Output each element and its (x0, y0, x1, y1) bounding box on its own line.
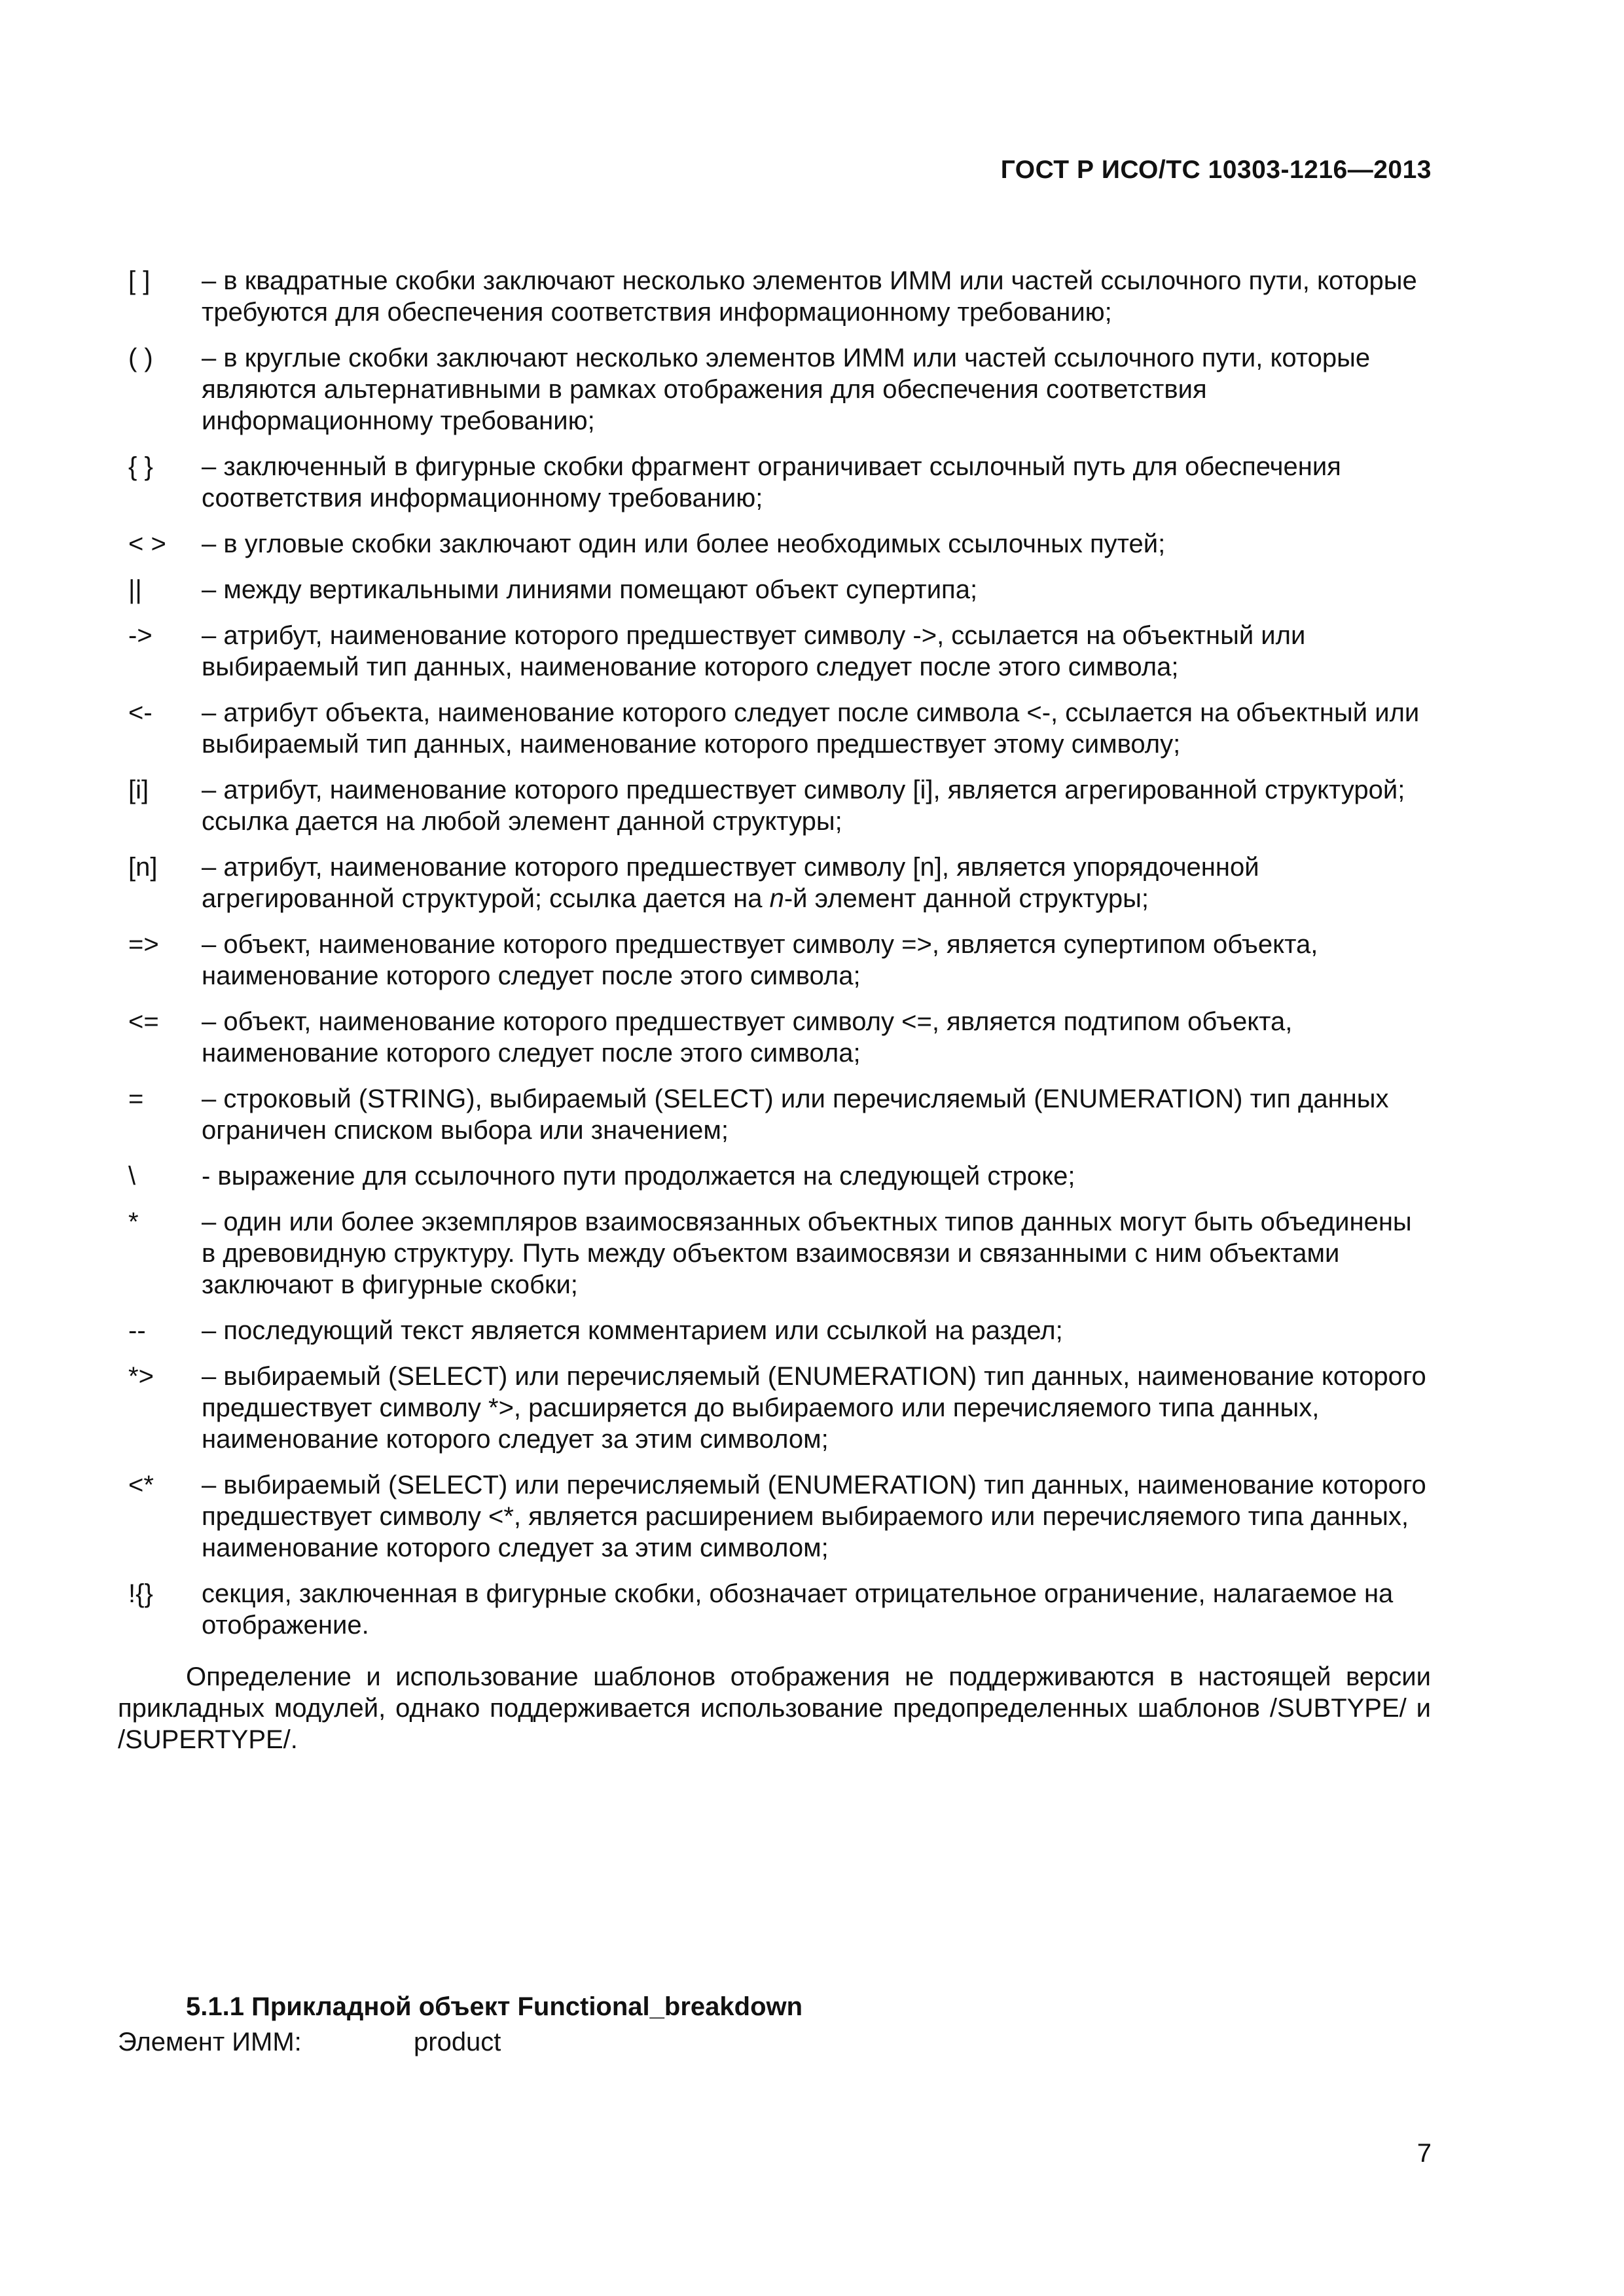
definition-text: – атрибут, наименование которого предшествует символу [i], является агрегированной структурой; ссылка дается на любой элемент данной структуры; (202, 776, 1405, 836)
definition-row (128, 929, 1431, 992)
definition-text: – выбираемый (SELECT) или перечисляемый (ENUMERATION) тип данных, наименование которого предшествует символу <*, является расширением выбираемого или перечисляемого типа данных, наименование которого следует за этим символом; (202, 1471, 1426, 1562)
arm-element-value: product (414, 2028, 501, 2056)
definition-row (128, 1578, 1431, 1641)
definition-row (128, 697, 1431, 760)
definition-row (128, 1315, 1431, 1346)
definition-symbol: ( ) (128, 344, 153, 372)
definition-text: - выражение для ссылочного пути продолжается на следующей строке; (202, 1162, 1075, 1191)
definition-text: – в круглые скобки заключают несколько элементов ИММ или частей ссылочного пути, которые являются альтернативными в рамках отображения для обеспечения соответствия информационному требованию; (202, 344, 1371, 435)
definition-row (128, 528, 1431, 560)
definition-row (128, 774, 1431, 837)
definition-text: – атрибут объекта, наименование которого следует после символа <-, ссылается на объектный или выбираемый тип данных, наименование которого предшествует этому символу; (202, 698, 1420, 759)
definition-row (128, 265, 1431, 328)
document-header: ГОСТ Р ИСО/ТС 10303-1216—2013 (1000, 156, 1432, 184)
definition-text: – между вертикальными линиями помещают объект супертипа; (202, 575, 978, 604)
definition-row (128, 852, 1431, 914)
definition-row (128, 451, 1431, 514)
definition-text: – атрибут, наименование которого предшествует символу ->, ссылается на объектный или выбираемый тип данных, наименование которого следует после этого символа; (202, 621, 1306, 681)
definition-text: секция, заключенная в фигурные скобки, обозначает отрицательное ограничение, налагаемое на отображение. (202, 1579, 1394, 1640)
definition-symbol: [n] (128, 853, 158, 882)
definition-text: – выбираемый (SELECT) или перечисляемый (ENUMERATION) тип данных, наименование которого предшествует символу *>, расширяется до выбираемого или перечисляемого типа данных, наименование которого следует за этим символом; (202, 1362, 1426, 1454)
definition-row (128, 1206, 1431, 1300)
definition-symbol: <- (128, 698, 153, 727)
page-number: 7 (1416, 2139, 1432, 2168)
definition-text: – строковый (STRING), выбираемый (SELECT) или перечисляемый (ENUMERATION) тип данных ограничен списком выбора или значением; (202, 1085, 1389, 1145)
definition-text: – объект, наименование которого предшествует символу <=, является подтипом объекта, наименование которого следует после этого символа; (202, 1007, 1293, 1067)
arm-element-label: Элемент ИММ: (118, 2028, 302, 2056)
definition-text: – объект, наименование которого предшествует символу =>, является супертипом объекта, наименование которого следует после этого символа; (202, 930, 1318, 990)
section-heading: 5.1.1 Прикладной объект Functional_breakdown (186, 1992, 803, 2021)
definition-text: – заключенный в фигурные скобки фрагмент ограничивает ссылочный путь для обеспечения соответствия информационному требованию; (202, 452, 1341, 512)
definition-symbol: { } (128, 452, 153, 481)
definition-text-italic: n (769, 884, 784, 913)
definition-text: – в угловые скобки заключают один или более необходимых ссылочных путей; (202, 529, 1166, 558)
definition-row (128, 1160, 1431, 1192)
notation-definitions-list (128, 265, 1431, 1655)
definition-symbol: = (128, 1085, 144, 1113)
definition-symbol: \ (128, 1162, 136, 1191)
definition-text: – последующий текст является комментарием или ссылкой на раздел; (202, 1316, 1063, 1345)
definition-text: – один или более экземпляров взаимосвязанных объектных типов данных могут быть объединены в древовидную структуру. Путь между объектом взаимосвязи и связанными с ним объектами заключают в фигурные скобки; (202, 1208, 1412, 1299)
definition-text: – в квадратные скобки заключают несколько элементов ИММ или частей ссылочного пути, которые требуются для обеспечения соответствия информационному требованию; (202, 266, 1417, 327)
definition-row (128, 342, 1431, 437)
definition-row (128, 1083, 1431, 1146)
definition-symbol: <* (128, 1471, 154, 1499)
definition-text (202, 852, 1431, 914)
definition-text-part: -й элемент данной структуры; (784, 884, 1149, 913)
arm-element-line (118, 2028, 501, 2057)
definition-symbol: < > (128, 529, 166, 558)
definition-symbol: [ ] (128, 266, 151, 295)
definition-symbol: *> (128, 1362, 154, 1391)
definition-row (128, 1361, 1431, 1455)
definition-text-part: – атрибут, наименование которого предшествует символу [n], является упорядоченной агрегированной структурой; ссылка дается на (202, 853, 1259, 913)
definition-symbol: <= (128, 1007, 159, 1036)
definition-symbol: => (128, 930, 159, 959)
definition-symbol: !{} (128, 1579, 153, 1608)
definition-symbol: * (128, 1208, 139, 1236)
definition-row (128, 574, 1431, 605)
definition-row (128, 620, 1431, 683)
body-paragraph: Определение и использование шаблонов отображения не поддерживаются в настоящей версии прикладных модулей, однако поддерживается использование предопределенных шаблонов /SUBTYPE/ и /SUPERTYPE/. (118, 1662, 1431, 1754)
definition-symbol: || (128, 575, 142, 604)
definition-symbol: -- (128, 1316, 146, 1345)
definition-symbol: [i] (128, 776, 149, 804)
definition-symbol: -> (128, 621, 153, 650)
definition-row (128, 1469, 1431, 1564)
definition-row (128, 1006, 1431, 1069)
